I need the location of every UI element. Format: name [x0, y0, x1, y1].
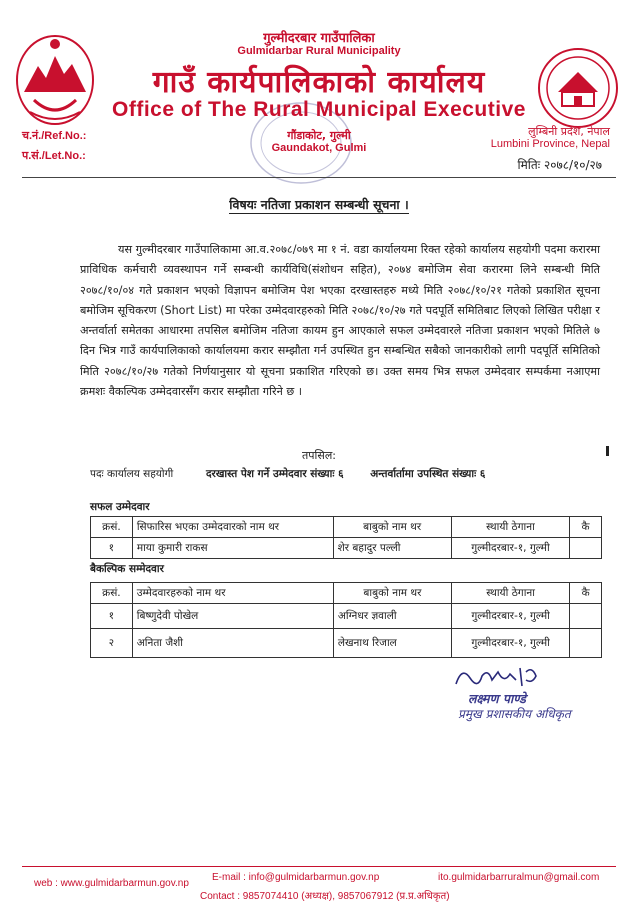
subject-text: विषयः नतिजा प्रकाशन सम्बन्धी सूचना । — [229, 197, 409, 212]
cell-address: गुल्मीदरबार-१, गुल्मी — [451, 604, 569, 629]
col-header-father: बाबुको नाम थर — [333, 517, 451, 538]
table-row — [91, 538, 602, 559]
table-header-row — [91, 517, 602, 538]
cell-father: अग्निधर ज्ञवाली — [333, 604, 451, 629]
footer-website: web : www.gulmidarbarmun.gov.np — [34, 878, 189, 889]
cell-name: माया कुमारी राकस — [132, 538, 333, 559]
address-en: Gaundakot, Gulmi — [271, 142, 367, 154]
officer-title: प्रमुख प्रशासकीय अधिकृत — [458, 707, 571, 721]
col-header-remarks: कै — [570, 583, 602, 604]
col-header-remarks: कै — [570, 517, 602, 538]
col-header-address: स्थायी ठेगाना — [451, 517, 570, 538]
cell-name: बिष्णुदेवी पोखेल — [132, 604, 333, 629]
successful-table — [90, 516, 602, 559]
footer-email-alt: ito.gulmidarbarruralmun@gmail.com — [438, 872, 600, 883]
table-row — [91, 604, 602, 629]
ref-no-label: च.नं./Ref.No.: — [22, 130, 87, 142]
municipality-name-en: Gulmidarbar Rural Municipality — [237, 45, 401, 57]
municipality-name-np: गुल्मीदरबार गाउँपालिका — [263, 31, 375, 46]
footer-contact: Contact : 9857074410 (अध्यक्ष), 9857067912 (प्र.प्र.अधिकृत) — [200, 891, 450, 902]
alternate-heading: बैकल्पिक सम्मेदवार — [90, 563, 164, 575]
alternate-table — [90, 582, 602, 658]
post-info-line — [90, 467, 485, 481]
address-np: गौंडाकोट, गुल्मी — [287, 129, 351, 142]
cell-remarks — [570, 629, 602, 658]
cell-sn: १ — [91, 604, 133, 629]
post-name: पदः कार्यालय सहयोगी — [90, 468, 174, 480]
cell-name: अनिता जैशी — [132, 629, 333, 658]
applicant-count: दरखास्त पेश गर्ने उम्मेदवार संख्याः ६ — [205, 468, 344, 480]
table-row — [91, 629, 602, 658]
tapasil-label: तपसिल: — [302, 449, 336, 462]
cell-father: लेखनाथ रिजाल — [333, 629, 451, 658]
header-divider — [22, 177, 616, 178]
office-title-en: Office of The Rural Municipal Executive — [112, 98, 526, 121]
cell-father: शेर बहादुर पल्ली — [333, 538, 451, 559]
province-np: लुम्बिनी प्रदेश, नेपाल — [528, 125, 610, 138]
footer-divider — [22, 866, 616, 867]
cell-address: गुल्मीदरबार-१, गुल्मी — [451, 538, 570, 559]
col-header-father: बाबुको नाम थर — [333, 583, 451, 604]
office-title-np: गाउँ कार्यपालिकाको कार्यालय — [152, 65, 486, 100]
letter-no-label: प.सं./Let.No.: — [22, 150, 86, 162]
cell-sn: १ — [91, 538, 133, 559]
col-header-sn: क्रसं. — [91, 517, 133, 538]
notice-body — [80, 240, 600, 402]
cell-remarks — [570, 538, 602, 559]
officer-name: लक्ष्मण पाण्डे — [468, 691, 526, 706]
col-header-name: उम्मेदवारहरुको नाम थर — [132, 583, 333, 604]
issue-date: मितिः २०७८/१०/२७ — [517, 158, 602, 172]
table-header-row — [91, 583, 602, 604]
successful-heading: सफल उम्मेदवार — [90, 501, 150, 513]
province-en: Lumbini Province, Nepal — [490, 138, 610, 150]
footer-email: E-mail : info@gulmidarbarmun.gov.np — [212, 872, 380, 883]
col-header-sn: क्रसं. — [91, 583, 133, 604]
signature-icon — [452, 662, 542, 692]
notice-body-text: यस गुल्मीदरबार गाउँपालिकामा आ.व.२०७८/०७९ मा १ नं. वडा कार्यालयमा रिक्त रहेको कार्यालय सहयोगी पदमा करारमा प्राविधिक कर्मचारी व्यवस्थापन गर्ने सम्बन्धी कार्यविधि(संशोधन सहित), २०७४ बमोजिम सेवा करारमा लिने सम्बन्धी मिति २०७८/१०/०४ गते प्रकाशन भएको विज्ञापन बमोजिम पेश भएका दरखास्तहरु मध्ये मिति २०७८/१०/२१ गतेको प्रकाशित सूचना बमोजिम सूचिकरण (Short List) मा परेका उम्मेदवारहरुको मिति २०७८/१०/२७ गते पदपूर्ति समितिबाट लिएको लिखित परीक्षा र अन्तर्वार्ता समेतका आधारमा तपसिल बमोजिम नतिजा कायम हुन आएकाले सफल उम्मेदवारले नतिजा प्रकाशन भएको मितिले ७ दिन भित्र गाउँ कार्यपालिकाको कार्यालयमा करार सम्झौता गर्न उपस्थित हुन सम्बन्धित सबैको जानकारीको लागी पदपूर्ति समितिको मिति २०७८/१०/२७ गतेको निर्णयानुसार यो सूचना प्रकाशित गरिएको छ। उक्त समय भित्र सफल उम्मेदवार सम्पर्कमा नआएमा क्रमशः वैकल्पिक उम्मेदवारसँग करार सम्झौता गरिने छ । — [80, 243, 600, 399]
subject-line — [0, 196, 638, 213]
col-header-name: सिफारिस भएका उम्मेदवारको नाम थर — [132, 517, 333, 538]
interview-count: अन्तर्वार्तामा उपस्थित संख्याः ६ — [370, 468, 486, 480]
cell-sn: २ — [91, 629, 133, 658]
cell-address: गुल्मीदरबार-१, गुल्मी — [451, 629, 569, 658]
col-header-address: स्थायी ठेगाना — [451, 583, 569, 604]
cell-remarks — [570, 604, 602, 629]
